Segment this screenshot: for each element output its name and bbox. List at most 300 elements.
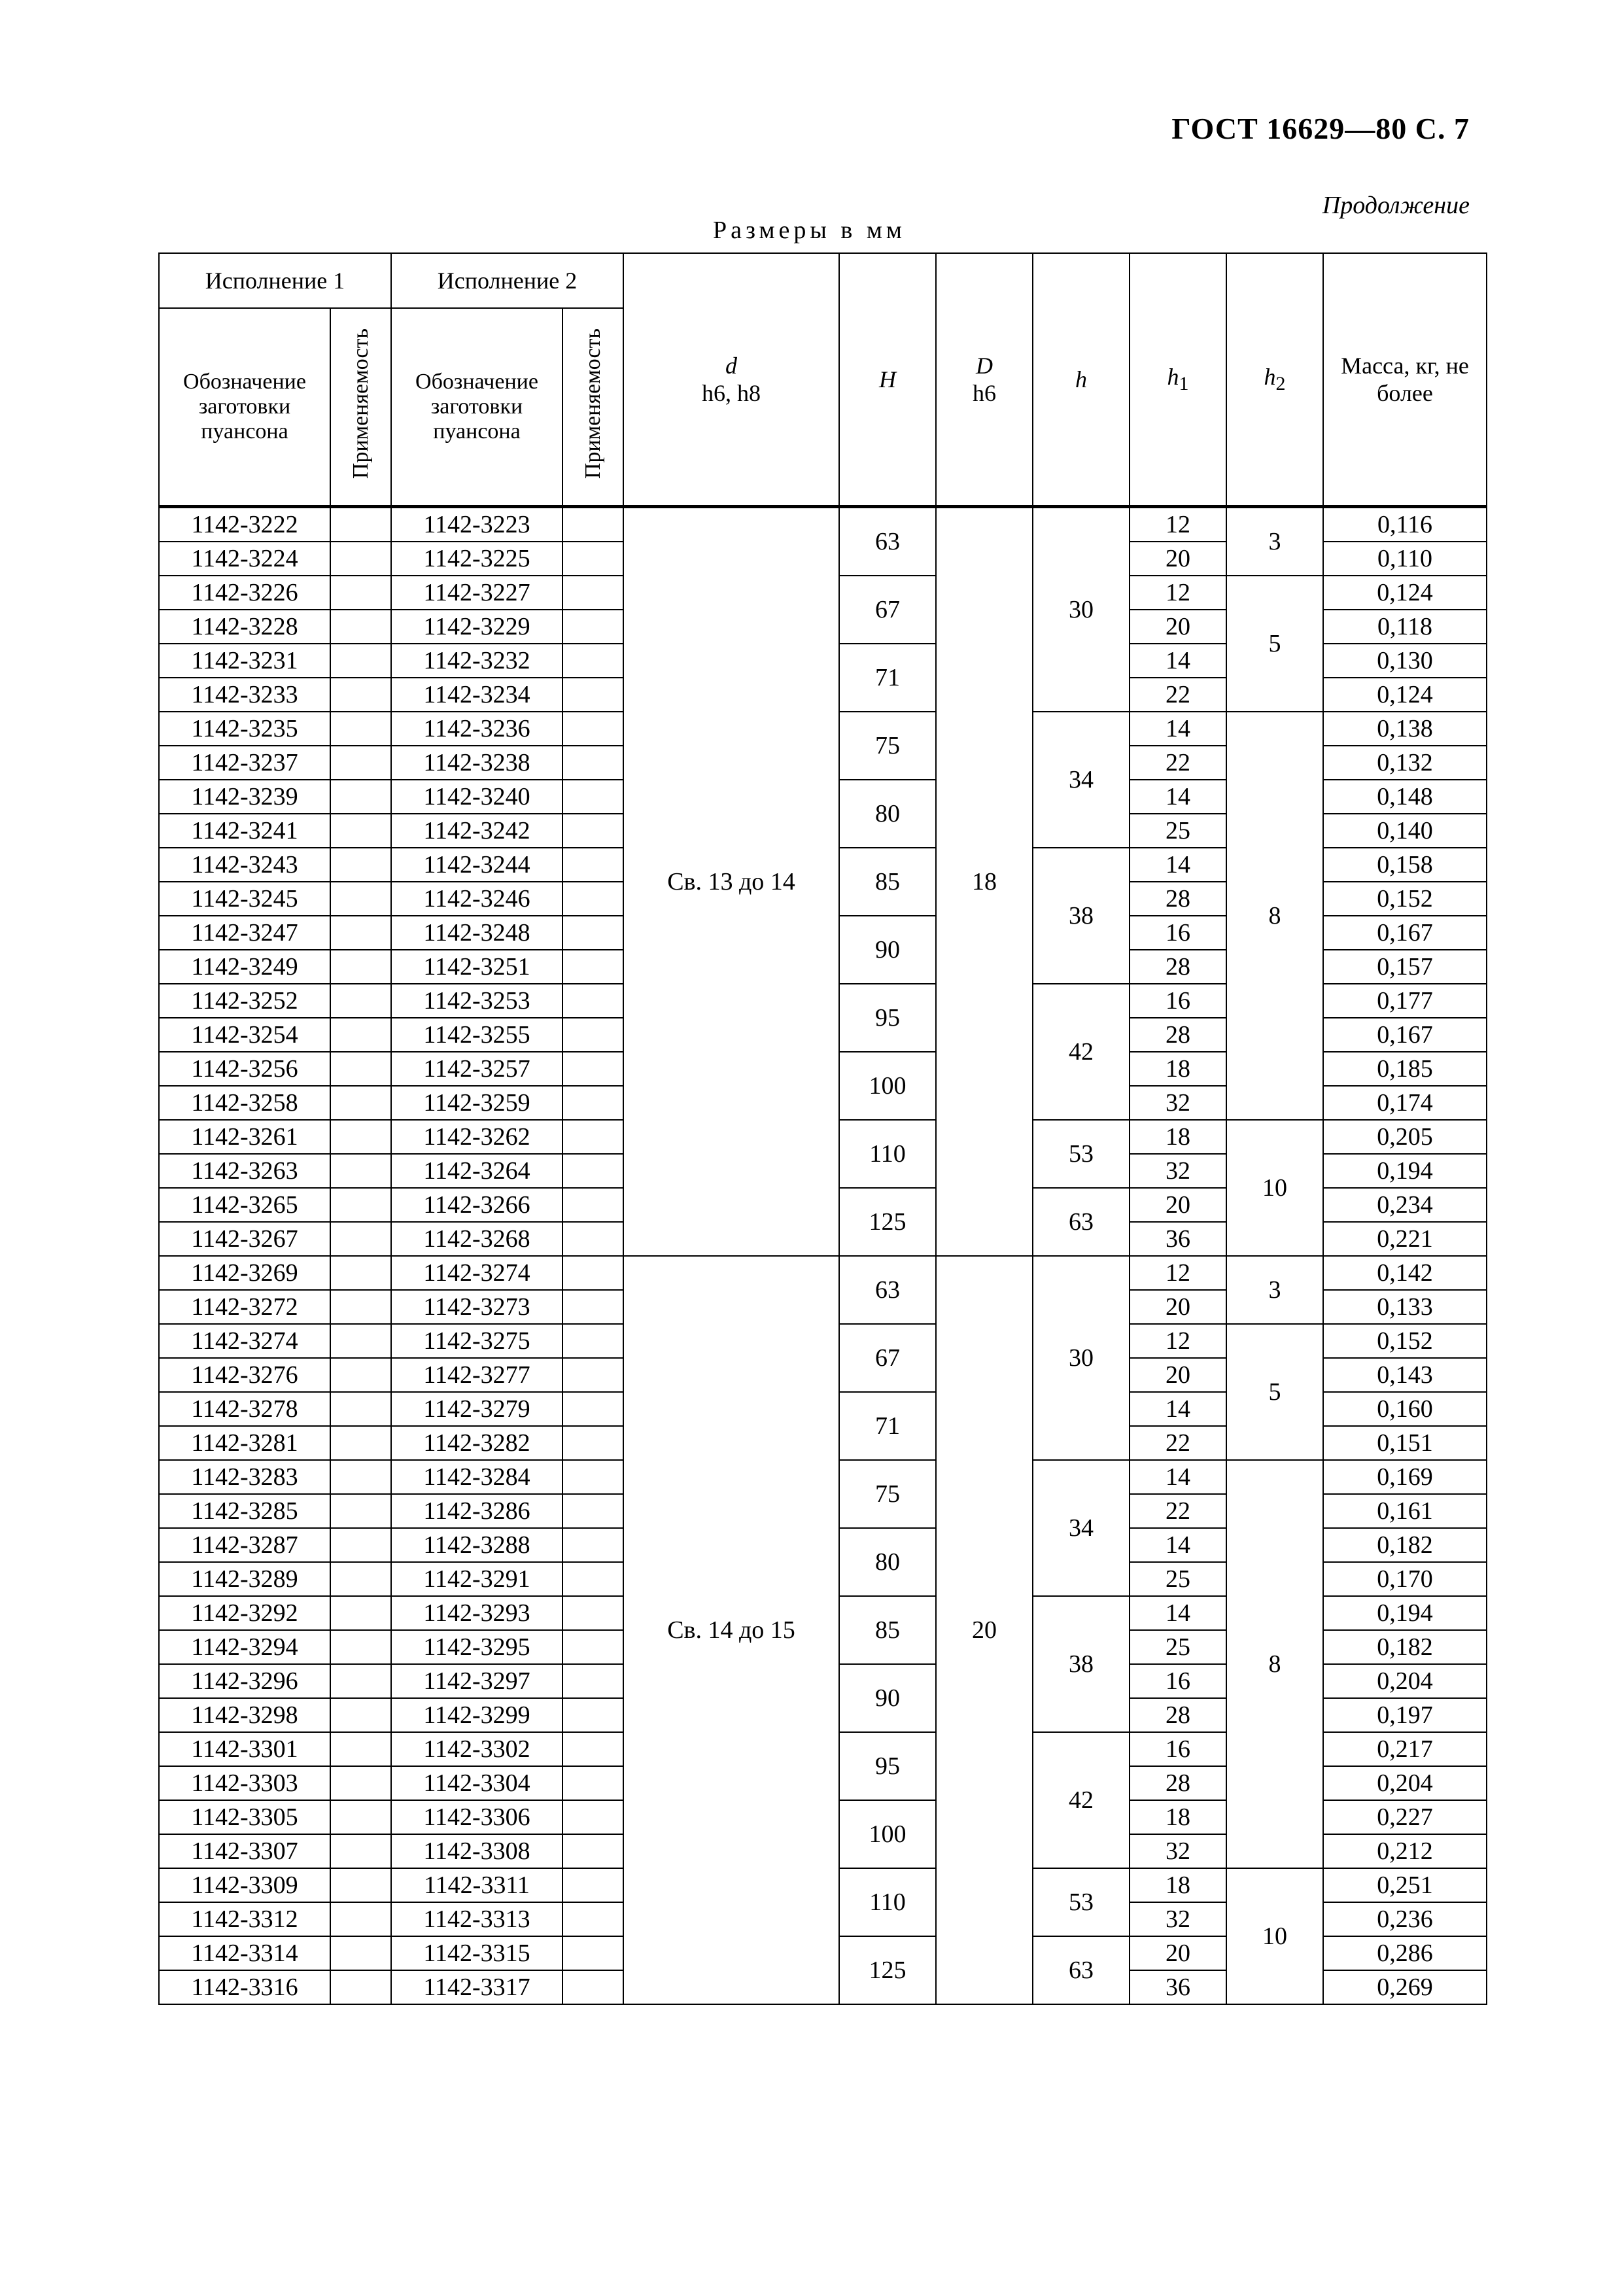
exec1-applicability: [330, 576, 391, 610]
h1-subscript: 1: [1179, 373, 1189, 395]
exec1-designation: 1142-3281: [159, 1426, 330, 1460]
exec2-applicability: [562, 882, 623, 916]
exec2-designation: 1142-3306: [391, 1800, 562, 1834]
H-value: 90: [839, 916, 936, 984]
h1-value: 20: [1130, 542, 1226, 576]
H-value: 80: [839, 1528, 936, 1596]
exec1-applicability: [330, 1188, 391, 1222]
exec1-applicability: [330, 1154, 391, 1188]
mass-value: 0,158: [1323, 848, 1487, 882]
exec2-designation: 1142-3284: [391, 1460, 562, 1494]
exec2-designation: 1142-3253: [391, 984, 562, 1018]
exec1-applicability: [330, 1562, 391, 1596]
mass-value: 0,234: [1323, 1188, 1487, 1222]
exec1-designation: 1142-3287: [159, 1528, 330, 1562]
table-row: [159, 1256, 1487, 1290]
h2-subscript: 2: [1275, 373, 1286, 395]
mass-value: 0,194: [1323, 1596, 1487, 1630]
exec1-designation: 1142-3292: [159, 1596, 330, 1630]
exec2-designation: 1142-3264: [391, 1154, 562, 1188]
exec1-designation: 1142-3254: [159, 1018, 330, 1052]
exec2-applicability: [562, 1664, 623, 1698]
exec1-designation: 1142-3224: [159, 542, 330, 576]
exec2-designation: 1142-3299: [391, 1698, 562, 1732]
mass-value: 0,170: [1323, 1562, 1487, 1596]
exec1-designation: 1142-3305: [159, 1800, 330, 1834]
exec1-designation: 1142-3267: [159, 1222, 330, 1256]
mass-value: 0,251: [1323, 1868, 1487, 1902]
exec2-applicability: [562, 1528, 623, 1562]
mass-value: 0,143: [1323, 1358, 1487, 1392]
H-value: 125: [839, 1936, 936, 2004]
exec1-designation: 1142-3298: [159, 1698, 330, 1732]
exec1-designation: 1142-3303: [159, 1766, 330, 1800]
mass-value: 0,152: [1323, 882, 1487, 916]
H-value: 85: [839, 1596, 936, 1664]
exec1-applicability: [330, 542, 391, 576]
mass-value: 0,205: [1323, 1120, 1487, 1154]
exec2-designation: 1142-3279: [391, 1392, 562, 1426]
h1-value: 16: [1130, 984, 1226, 1018]
h1-value: 18: [1130, 1868, 1226, 1902]
exec2-applicability: [562, 1256, 623, 1290]
mass-value: 0,160: [1323, 1392, 1487, 1426]
h1-value: 14: [1130, 848, 1226, 882]
exec2-applicability: [562, 1324, 623, 1358]
h1-symbol: h: [1167, 364, 1179, 391]
exec2-applicability: [562, 1732, 623, 1766]
D-symbol: D: [976, 353, 993, 379]
exec2-applicability: [562, 1358, 623, 1392]
h1-value: 20: [1130, 1188, 1226, 1222]
h1-value: 20: [1130, 1936, 1226, 1970]
exec2-designation: 1142-3297: [391, 1664, 562, 1698]
mass-value: 0,194: [1323, 1154, 1487, 1188]
h1-value: 22: [1130, 1494, 1226, 1528]
exec1-applicability: [330, 1902, 391, 1936]
exec2-applicability: [562, 712, 623, 746]
mass-value: 0,152: [1323, 1324, 1487, 1358]
exec1-designation: 1142-3231: [159, 644, 330, 678]
exec2-applicability: [562, 1086, 623, 1120]
D-value: 18: [936, 507, 1033, 1257]
exec2-designation: 1142-3244: [391, 848, 562, 882]
mass-value: 0,138: [1323, 712, 1487, 746]
mass-value: 0,148: [1323, 780, 1487, 814]
exec1-designation: 1142-3296: [159, 1664, 330, 1698]
mass-value: 0,140: [1323, 814, 1487, 848]
mass-value: 0,185: [1323, 1052, 1487, 1086]
exec1-designation: 1142-3261: [159, 1120, 330, 1154]
exec1-designation: 1142-3256: [159, 1052, 330, 1086]
continuation-label: Продолжение: [1322, 192, 1470, 219]
exec1-designation: 1142-3237: [159, 746, 330, 780]
h1-value: 36: [1130, 1222, 1226, 1256]
H-value: 67: [839, 576, 936, 644]
exec1-applicability: [330, 1222, 391, 1256]
exec2-designation: 1142-3293: [391, 1596, 562, 1630]
mass-value: 0,204: [1323, 1766, 1487, 1800]
mass-value: 0,197: [1323, 1698, 1487, 1732]
h1-value: 22: [1130, 678, 1226, 712]
exec2-applicability: [562, 814, 623, 848]
exec2-applicability: [562, 780, 623, 814]
exec1-applicability: [330, 1052, 391, 1086]
exec1-designation: 1142-3247: [159, 916, 330, 950]
H-value: 71: [839, 644, 936, 712]
mass-value: 0,182: [1323, 1630, 1487, 1664]
exec2-applicability: [562, 1222, 623, 1256]
exec2-applicability: [562, 1800, 623, 1834]
exec1-designation: 1142-3222: [159, 507, 330, 542]
exec1-applicability: [330, 1426, 391, 1460]
h1-value: 18: [1130, 1120, 1226, 1154]
exec1-designation: 1142-3312: [159, 1902, 330, 1936]
h1-value: 32: [1130, 1902, 1226, 1936]
exec2-designation: 1142-3223: [391, 507, 562, 542]
exec2-applicability: [562, 644, 623, 678]
exec2-designation: 1142-3302: [391, 1732, 562, 1766]
exec1-designation: 1142-3258: [159, 1086, 330, 1120]
exec2-applicability: [562, 1154, 623, 1188]
exec2-designation: 1142-3288: [391, 1528, 562, 1562]
exec2-designation: 1142-3282: [391, 1426, 562, 1460]
h1-value: 16: [1130, 1664, 1226, 1698]
h1-value: 32: [1130, 1834, 1226, 1868]
dimensions-note: Размеры в мм: [713, 217, 906, 244]
exec2-designation: 1142-3275: [391, 1324, 562, 1358]
exec2-designation: 1142-3259: [391, 1086, 562, 1120]
exec2-designation: 1142-3240: [391, 780, 562, 814]
mass-value: 0,142: [1323, 1256, 1487, 1290]
exec1-applicability: [330, 1392, 391, 1426]
exec1-designation: 1142-3285: [159, 1494, 330, 1528]
mass-value: 0,118: [1323, 610, 1487, 644]
exec2-applicability: [562, 1596, 623, 1630]
exec2-designation: 1142-3229: [391, 610, 562, 644]
exec1-applicability: [330, 1494, 391, 1528]
H-value: 110: [839, 1120, 936, 1188]
h-value: 30: [1033, 1256, 1130, 1460]
exec1-applicability: [330, 814, 391, 848]
exec1-designation: 1142-3228: [159, 610, 330, 644]
exec1-designation: 1142-3309: [159, 1868, 330, 1902]
H-value: 63: [839, 1256, 936, 1324]
exec1-designation: 1142-3235: [159, 712, 330, 746]
h1-value: 12: [1130, 507, 1226, 542]
H-value: 85: [839, 848, 936, 916]
header-execution-1: Исполнение 1: [159, 253, 391, 308]
h1-value: 28: [1130, 1698, 1226, 1732]
h1-value: 14: [1130, 1528, 1226, 1562]
h1-value: 32: [1130, 1154, 1226, 1188]
mass-value: 0,227: [1323, 1800, 1487, 1834]
exec2-designation: 1142-3242: [391, 814, 562, 848]
exec2-applicability: [562, 1834, 623, 1868]
exec1-designation: 1142-3263: [159, 1154, 330, 1188]
h1-value: 36: [1130, 1970, 1226, 2004]
exec1-applicability: [330, 1868, 391, 1902]
h-value: 53: [1033, 1120, 1130, 1188]
exec2-applicability: [562, 542, 623, 576]
d-symbol: d: [725, 353, 737, 379]
d-tolerance: h6, h8: [702, 380, 761, 406]
h1-value: 18: [1130, 1800, 1226, 1834]
h2-value: 3: [1226, 1256, 1323, 1324]
exec2-designation: 1142-3291: [391, 1562, 562, 1596]
h2-value: 10: [1226, 1120, 1323, 1256]
standard-header: ГОСТ 16629—80 С. 7: [1171, 112, 1470, 145]
exec2-applicability: [562, 916, 623, 950]
exec1-applicability: [330, 1596, 391, 1630]
exec2-applicability: [562, 507, 623, 542]
exec1-designation: 1142-3269: [159, 1256, 330, 1290]
exec2-designation: 1142-3262: [391, 1120, 562, 1154]
mass-value: 0,157: [1323, 950, 1487, 984]
h1-value: 18: [1130, 1052, 1226, 1086]
exec1-applicability: [330, 1630, 391, 1664]
exec2-applicability: [562, 848, 623, 882]
h1-value: 25: [1130, 814, 1226, 848]
h1-value: 14: [1130, 712, 1226, 746]
exec2-applicability: [562, 1392, 623, 1426]
h1-value: 12: [1130, 576, 1226, 610]
exec1-designation: 1142-3252: [159, 984, 330, 1018]
mass-value: 0,169: [1323, 1460, 1487, 1494]
mass-value: 0,132: [1323, 746, 1487, 780]
h-value: 34: [1033, 712, 1130, 848]
h-value: 38: [1033, 848, 1130, 984]
exec2-applicability: [562, 984, 623, 1018]
exec2-designation: 1142-3308: [391, 1834, 562, 1868]
h1-value: 14: [1130, 1596, 1226, 1630]
exec1-applicability: [330, 1800, 391, 1834]
mass-value: 0,221: [1323, 1222, 1487, 1256]
exec1-designation: 1142-3307: [159, 1834, 330, 1868]
mass-value: 0,217: [1323, 1732, 1487, 1766]
exec2-applicability: [562, 1460, 623, 1494]
exec2-designation: 1142-3238: [391, 746, 562, 780]
exec1-applicability: [330, 644, 391, 678]
exec2-designation: 1142-3246: [391, 882, 562, 916]
mass-value: 0,286: [1323, 1936, 1487, 1970]
header-applicability-1: [330, 308, 391, 507]
exec2-designation: 1142-3251: [391, 950, 562, 984]
h1-value: 20: [1130, 1358, 1226, 1392]
H-value: 110: [839, 1868, 936, 1936]
h1-value: 16: [1130, 916, 1226, 950]
h1-value: 28: [1130, 1766, 1226, 1800]
exec1-designation: 1142-3301: [159, 1732, 330, 1766]
exec1-applicability: [330, 746, 391, 780]
exec1-designation: 1142-3294: [159, 1630, 330, 1664]
mass-value: 0,124: [1323, 678, 1487, 712]
exec1-applicability: [330, 1120, 391, 1154]
exec2-applicability: [562, 1902, 623, 1936]
exec2-designation: 1142-3311: [391, 1868, 562, 1902]
exec2-applicability: [562, 1936, 623, 1970]
exec2-designation: 1142-3317: [391, 1970, 562, 2004]
h1-value: 20: [1130, 1290, 1226, 1324]
exec1-applicability: [330, 1528, 391, 1562]
h1-value: 14: [1130, 1460, 1226, 1494]
exec2-designation: 1142-3295: [391, 1630, 562, 1664]
applicability-2-label: Применяемость: [580, 328, 605, 479]
h1-value: 22: [1130, 1426, 1226, 1460]
header-designation-1: Обозначение заготовки пуансона: [159, 308, 330, 507]
exec2-applicability: [562, 1494, 623, 1528]
mass-value: 0,204: [1323, 1664, 1487, 1698]
mass-value: 0,116: [1323, 507, 1487, 542]
mass-value: 0,110: [1323, 542, 1487, 576]
h1-value: 20: [1130, 610, 1226, 644]
exec2-designation: 1142-3225: [391, 542, 562, 576]
H-value: 71: [839, 1392, 936, 1460]
exec2-designation: 1142-3257: [391, 1052, 562, 1086]
H-value: 67: [839, 1324, 936, 1392]
exec1-designation: 1142-3226: [159, 576, 330, 610]
h-value: 53: [1033, 1868, 1130, 1936]
exec2-designation: 1142-3248: [391, 916, 562, 950]
H-value: 90: [839, 1664, 936, 1732]
exec2-designation: 1142-3268: [391, 1222, 562, 1256]
mass-value: 0,133: [1323, 1290, 1487, 1324]
h1-value: 16: [1130, 1732, 1226, 1766]
mass-value: 0,130: [1323, 644, 1487, 678]
h2-symbol: h: [1264, 364, 1276, 391]
table-group-1: [159, 507, 1487, 1257]
header-H: H: [839, 253, 936, 507]
h1-value: 22: [1130, 746, 1226, 780]
header-mass: Масса, кг, не более: [1323, 253, 1487, 507]
mass-value: 0,161: [1323, 1494, 1487, 1528]
exec1-designation: 1142-3289: [159, 1562, 330, 1596]
h2-value: 8: [1226, 1460, 1323, 1868]
exec2-applicability: [562, 1970, 623, 2004]
h1-value: 14: [1130, 780, 1226, 814]
exec1-applicability: [330, 1256, 391, 1290]
exec2-applicability: [562, 1766, 623, 1800]
exec1-applicability: [330, 1698, 391, 1732]
exec2-designation: 1142-3286: [391, 1494, 562, 1528]
h1-value: 28: [1130, 882, 1226, 916]
h1-value: 25: [1130, 1630, 1226, 1664]
mass-value: 0,177: [1323, 984, 1487, 1018]
exec2-designation: 1142-3274: [391, 1256, 562, 1290]
exec2-applicability: [562, 1868, 623, 1902]
h-value: 34: [1033, 1460, 1130, 1596]
exec1-applicability: [330, 1936, 391, 1970]
h1-value: 14: [1130, 644, 1226, 678]
exec1-designation: 1142-3276: [159, 1358, 330, 1392]
exec2-designation: 1142-3313: [391, 1902, 562, 1936]
exec1-designation: 1142-3265: [159, 1188, 330, 1222]
exec1-applicability: [330, 610, 391, 644]
h2-value: 8: [1226, 712, 1323, 1120]
mass-value: 0,167: [1323, 1018, 1487, 1052]
exec1-applicability: [330, 678, 391, 712]
h1-value: 32: [1130, 1086, 1226, 1120]
exec1-designation: 1142-3283: [159, 1460, 330, 1494]
header-h2: [1226, 253, 1323, 507]
exec1-designation: 1142-3233: [159, 678, 330, 712]
exec2-designation: 1142-3304: [391, 1766, 562, 1800]
H-value: 80: [839, 780, 936, 848]
exec1-applicability: [330, 1358, 391, 1392]
d-value: Св. 13 до 14: [623, 507, 839, 1257]
exec2-applicability: [562, 1562, 623, 1596]
d-value: Св. 14 до 15: [623, 1256, 839, 2004]
exec2-designation: 1142-3273: [391, 1290, 562, 1324]
exec1-designation: 1142-3278: [159, 1392, 330, 1426]
exec1-designation: 1142-3241: [159, 814, 330, 848]
header-D: [936, 253, 1033, 507]
h1-value: 28: [1130, 950, 1226, 984]
h2-value: 10: [1226, 1868, 1323, 2004]
exec1-applicability: [330, 1664, 391, 1698]
h1-value: 28: [1130, 1018, 1226, 1052]
exec1-applicability: [330, 1086, 391, 1120]
exec1-applicability: [330, 882, 391, 916]
h-value: 30: [1033, 507, 1130, 712]
exec1-designation: 1142-3314: [159, 1936, 330, 1970]
mass-value: 0,174: [1323, 1086, 1487, 1120]
exec2-designation: 1142-3266: [391, 1188, 562, 1222]
exec2-applicability: [562, 1698, 623, 1732]
exec1-applicability: [330, 712, 391, 746]
H-value: 95: [839, 1732, 936, 1800]
exec2-applicability: [562, 1290, 623, 1324]
exec1-designation: 1142-3243: [159, 848, 330, 882]
h2-value: 5: [1226, 1324, 1323, 1460]
exec2-designation: 1142-3227: [391, 576, 562, 610]
exec1-applicability: [330, 916, 391, 950]
h1-value: 12: [1130, 1324, 1226, 1358]
exec1-designation: 1142-3249: [159, 950, 330, 984]
D-tolerance: h6: [973, 380, 996, 406]
punch-blank-table: [158, 252, 1487, 2005]
header-applicability-2: [562, 308, 623, 507]
mass-value: 0,167: [1323, 916, 1487, 950]
h1-value: 14: [1130, 1392, 1226, 1426]
exec2-designation: 1142-3232: [391, 644, 562, 678]
exec1-applicability: [330, 507, 391, 542]
exec1-applicability: [330, 1324, 391, 1358]
header-designation-2: Обозначение заготовки пуансона: [391, 308, 562, 507]
exec1-applicability: [330, 984, 391, 1018]
h-value: 38: [1033, 1596, 1130, 1732]
exec2-applicability: [562, 1018, 623, 1052]
header-d: [623, 253, 839, 507]
exec1-applicability: [330, 950, 391, 984]
exec1-applicability: [330, 1766, 391, 1800]
H-value: 95: [839, 984, 936, 1052]
exec1-designation: 1142-3316: [159, 1970, 330, 2004]
table-group-2: [159, 1256, 1487, 2004]
H-value: 63: [839, 507, 936, 576]
h2-value: 3: [1226, 507, 1323, 576]
exec1-applicability: [330, 848, 391, 882]
exec1-applicability: [330, 1732, 391, 1766]
H-value: 75: [839, 712, 936, 780]
h1-value: 25: [1130, 1562, 1226, 1596]
mass-value: 0,182: [1323, 1528, 1487, 1562]
header-execution-2: Исполнение 2: [391, 253, 623, 308]
header-h1: [1130, 253, 1226, 507]
H-value: 100: [839, 1800, 936, 1868]
H-value: 100: [839, 1052, 936, 1120]
h-value: 42: [1033, 1732, 1130, 1868]
